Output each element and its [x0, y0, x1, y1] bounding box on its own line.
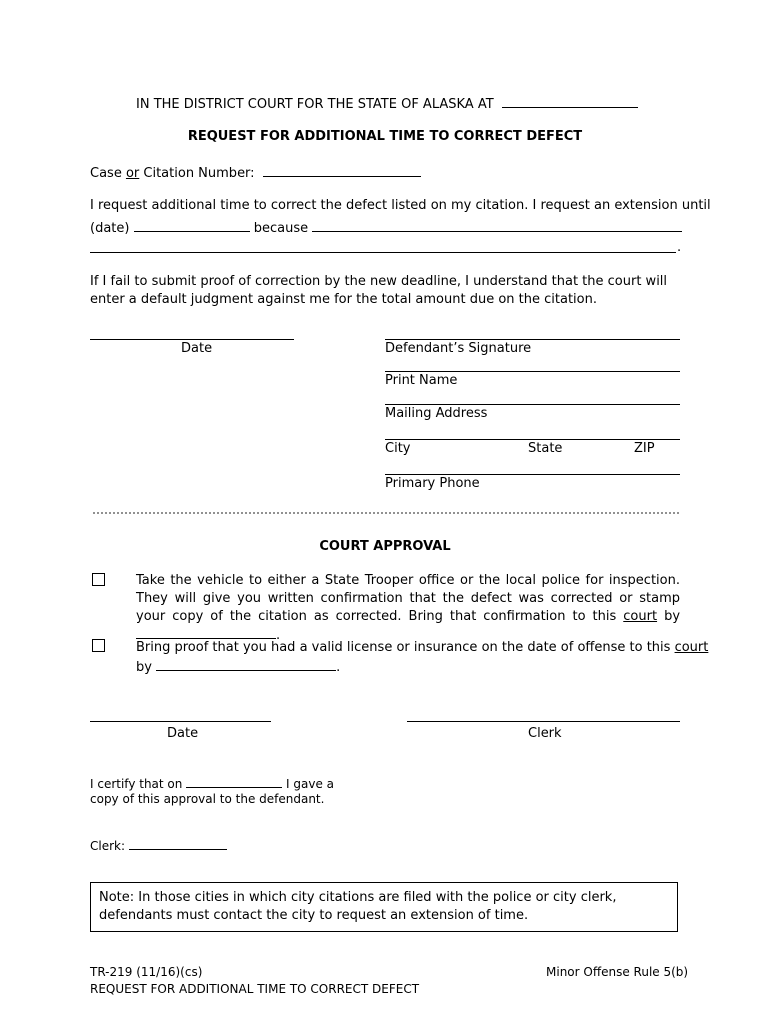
case-number-row — [90, 164, 421, 181]
vehicle-inspection-option — [136, 572, 680, 645]
clerk-signature-field[interactable] — [407, 721, 680, 722]
dotted-separator — [92, 511, 680, 517]
defendant-date-field[interactable] — [90, 339, 294, 340]
reason-field[interactable] — [312, 219, 682, 232]
defendant-date-label: Date — [181, 341, 213, 356]
print-name-label: Print Name — [385, 373, 458, 388]
case-number-field[interactable] — [263, 164, 421, 177]
court-line-text: IN THE DISTRICT COURT FOR THE STATE OF ALASKA AT — [136, 97, 494, 112]
certify-post-text: I gave a — [286, 777, 335, 791]
footer-rule: Minor Offense Rule 5(b) — [546, 965, 689, 979]
vehicle-inspection-checkbox[interactable] — [92, 573, 105, 586]
citation-number-label: Citation Number: — [139, 166, 255, 181]
option1-by-label: by — [657, 609, 681, 624]
state-label: State — [528, 441, 563, 456]
mailing-address-label: Mailing Address — [385, 406, 488, 421]
case-label: Case — [90, 166, 126, 181]
defendant-signature-field[interactable] — [385, 339, 680, 340]
clerk-field-row — [90, 837, 227, 853]
reason-end-period: . — [677, 240, 682, 255]
print-name-field[interactable] — [385, 371, 680, 372]
license-proof-line-2 — [136, 658, 340, 675]
license-proof-text: Bring proof that you had a valid license or insurance on the date of offense to this — [136, 640, 675, 655]
footer-form-title: REQUEST FOR ADDITIONAL TIME TO CORRECT DEFECT — [90, 982, 420, 996]
approval-date-field[interactable] — [90, 721, 271, 722]
option2-date-field[interactable] — [156, 658, 336, 671]
clerk-field-label: Clerk: — [90, 839, 126, 853]
city-citation-note: Note: In those cities in which city citations are filed with the police or city clerk, defendants must contact the city to request an extension of time. — [90, 882, 678, 932]
license-proof-checkbox[interactable] — [92, 639, 105, 652]
option2-by-label: by — [136, 660, 152, 675]
form-number: TR-219 (11/16)(cs) — [90, 965, 203, 979]
certify-date-field[interactable] — [186, 775, 282, 788]
vehicle-inspection-text: Take the vehicle to either a State Trooper office or the local police for inspection. They will give you written confirmation that the defect was corrected or stamp your copy of the citation as corrected. Bring that confirmation to this — [136, 573, 680, 624]
form-title: REQUEST FOR ADDITIONAL TIME TO CORRECT DEFECT — [187, 129, 583, 144]
certify-line-1 — [90, 775, 334, 791]
reason-field-line-2[interactable] — [90, 252, 676, 253]
primary-phone-label: Primary Phone — [385, 476, 480, 491]
court-location-field[interactable] — [502, 95, 638, 108]
approval-date-label: Date — [167, 726, 199, 741]
request-line-2 — [90, 219, 682, 236]
clerk-initials-field[interactable] — [129, 837, 227, 850]
defendant-signature-label: Defendant’s Signature — [385, 341, 532, 356]
city-label: City — [385, 441, 411, 456]
mailing-address-field[interactable] — [385, 404, 680, 405]
extension-date-field[interactable] — [134, 219, 250, 232]
option1-end-period: . — [276, 628, 281, 643]
request-line-1: I request additional time to correct the defect listed on my citation. I request an extension until — [90, 198, 711, 213]
case-or-label: or — [125, 166, 140, 181]
court-line — [136, 95, 638, 112]
date-label: (date) — [90, 221, 130, 236]
certify-line-2: copy of this approval to the defendant. — [90, 792, 325, 806]
because-label: because — [253, 221, 309, 236]
option1-court-word: court — [623, 609, 658, 624]
license-proof-line-1 — [136, 640, 708, 655]
option2-court-word: court — [674, 640, 709, 655]
court-approval-title: COURT APPROVAL — [319, 539, 451, 554]
option1-date-field[interactable] — [136, 626, 276, 639]
clerk-signature-label: Clerk — [528, 726, 562, 741]
option2-end-period: . — [336, 660, 341, 675]
default-judgment-warning: If I fail to submit proof of correction by the new deadline, I understand that the court will enter a default judgment against me for the total amount due on the citation. — [90, 274, 668, 307]
certify-pre-text: I certify that on — [90, 777, 183, 791]
city-state-zip-field[interactable] — [385, 439, 680, 440]
zip-label: ZIP — [634, 441, 655, 456]
primary-phone-field[interactable] — [385, 474, 680, 475]
